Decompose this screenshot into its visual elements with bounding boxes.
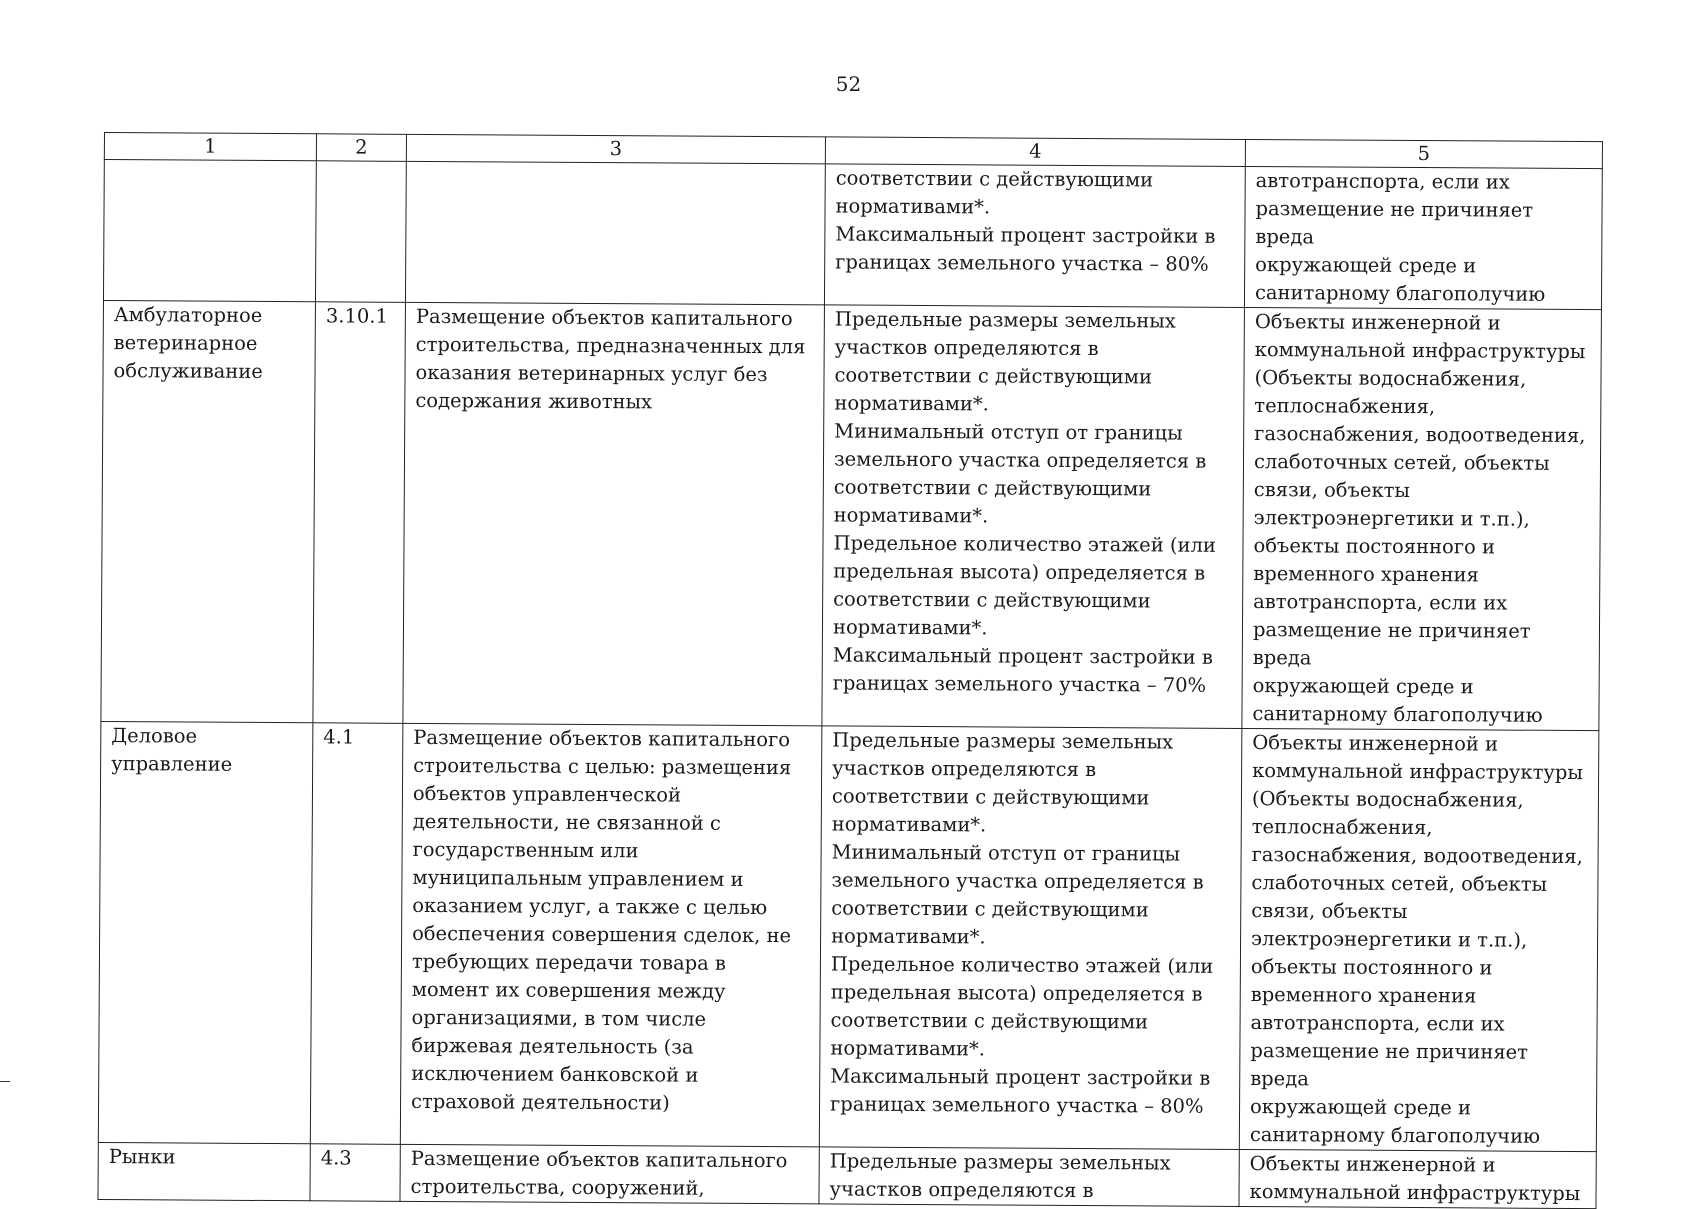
header-col-3: 3 [406, 134, 825, 164]
header-col-5: 5 [1245, 139, 1602, 168]
parameters-text: Предельные размеры земельных участков определяются в соответствии с действующими нормативами*. Минимальный отступ от границы земельного участка определяется в соответствии с действующими нормативами*. Предельное количество этажей (или предельная высота) определяется в соответствии с действующими нормативами*. Максимальный процент застройки в границах земельного участка – 80% [830, 726, 1231, 1120]
cell-auxiliary-objects [1244, 166, 1602, 309]
cell-use-description [400, 723, 822, 1147]
cell-use-code [315, 161, 406, 303]
cell-parameters [822, 305, 1245, 729]
auxiliary-objects-text: автотранспорта, если их размещение не причиняет вреда окружающей среде и санитарному благополучию [1255, 167, 1592, 309]
parameters-text: соответствии с действующими нормативами*. Максимальный процент застройки в границах земельного участка – 80% [835, 164, 1235, 278]
table-row [103, 160, 1602, 310]
table-row [98, 1142, 1596, 1208]
auxiliary-objects-text: Объекты инженерной и коммунальной инфраструктуры [1249, 1150, 1585, 1208]
cell-use-name [103, 160, 316, 302]
use-name-text [115, 160, 306, 161]
header-col-1: 1 [104, 133, 316, 161]
table-row [101, 300, 1602, 730]
use-name-text: Рынки [109, 1143, 300, 1172]
cell-parameters [819, 726, 1242, 1150]
table-row [98, 721, 1599, 1151]
use-code-text: 4.3 [321, 1144, 390, 1172]
header-col-4: 4 [825, 137, 1245, 167]
header-col-2: 2 [316, 134, 406, 162]
parameters-text: Предельные размеры земельных участков определяются в [829, 1147, 1228, 1205]
use-code-text: 4.1 [323, 723, 392, 751]
cell-use-code [310, 1144, 400, 1202]
land-use-table [97, 132, 1602, 1209]
cell-use-code [313, 302, 406, 724]
margin-mark [0, 1081, 10, 1082]
cell-use-code [310, 723, 403, 1145]
cell-use-description [405, 161, 825, 305]
use-name-text: Деловое управление [111, 722, 302, 779]
cell-auxiliary-objects [1239, 728, 1599, 1151]
cell-use-name [98, 721, 313, 1143]
use-description-text: Размещение объектов капитального строительства, предназначенных для оказания ветеринарных услуг без содержания животных [415, 303, 814, 417]
cell-use-description [400, 1144, 819, 1204]
cell-use-name [101, 300, 316, 722]
use-description-text: Размещение объектов капитального строительства, сооружений, [410, 1145, 808, 1203]
cell-use-description [403, 302, 825, 726]
cell-auxiliary-objects [1242, 307, 1602, 730]
use-name-text: Амбулаторное ветеринарное обслуживание [113, 301, 305, 386]
use-description-text: Размещение объектов капитального строительства с целью: размещения объектов управленческой деятельности, не связанной с государственным или муниципальным управлением и оказанием услуг, а также с целью обеспечения совершения сделок, не требующих передачи товара в момент их совершения между организациями, в том числе биржевая деятельность (за исключением банковской и страховой деятельности) [411, 724, 811, 1118]
cell-parameters [824, 164, 1245, 308]
auxiliary-objects-text: Объекты инженерной и коммунальной инфраструктуры (Объекты водоснабжения, теплоснабжения, газоснабжения, водоотведения, слаботочных сетей, объекты связи, объекты электроэнергетики и т.п.), объекты постоянного и временного хранения автотранспорта, если их размещение не причиняет вреда окружающей среде и санитарному благополучию [1250, 729, 1589, 1151]
cell-use-name [98, 1142, 310, 1200]
cell-parameters [819, 1147, 1239, 1207]
page-number: 52 [0, 72, 1697, 96]
auxiliary-objects-text: Объекты инженерной и коммунальной инфраструктуры (Объекты водоснабжения, теплоснабжения, газоснабжения, водоотведения, слаботочных сетей, объекты связи, объекты электроэнергетики и т.п.), объекты постоянного и временного хранения автотранспорта, если их размещение не причиняет вреда окружающей среде и санитарному благополучию [1252, 308, 1591, 730]
use-code-text: 3.10.1 [326, 302, 395, 330]
parameters-text: Предельные размеры земельных участков определяются в соответствии с действующими нормативами*. Минимальный отступ от границы земельного участка определяется в соответствии с действующими нормативами*. Предельное количество этажей (или предельная высота) определяется в соответствии с действующими нормативами*. Максимальный процент застройки в границах земельного участка – 70% [833, 305, 1234, 699]
